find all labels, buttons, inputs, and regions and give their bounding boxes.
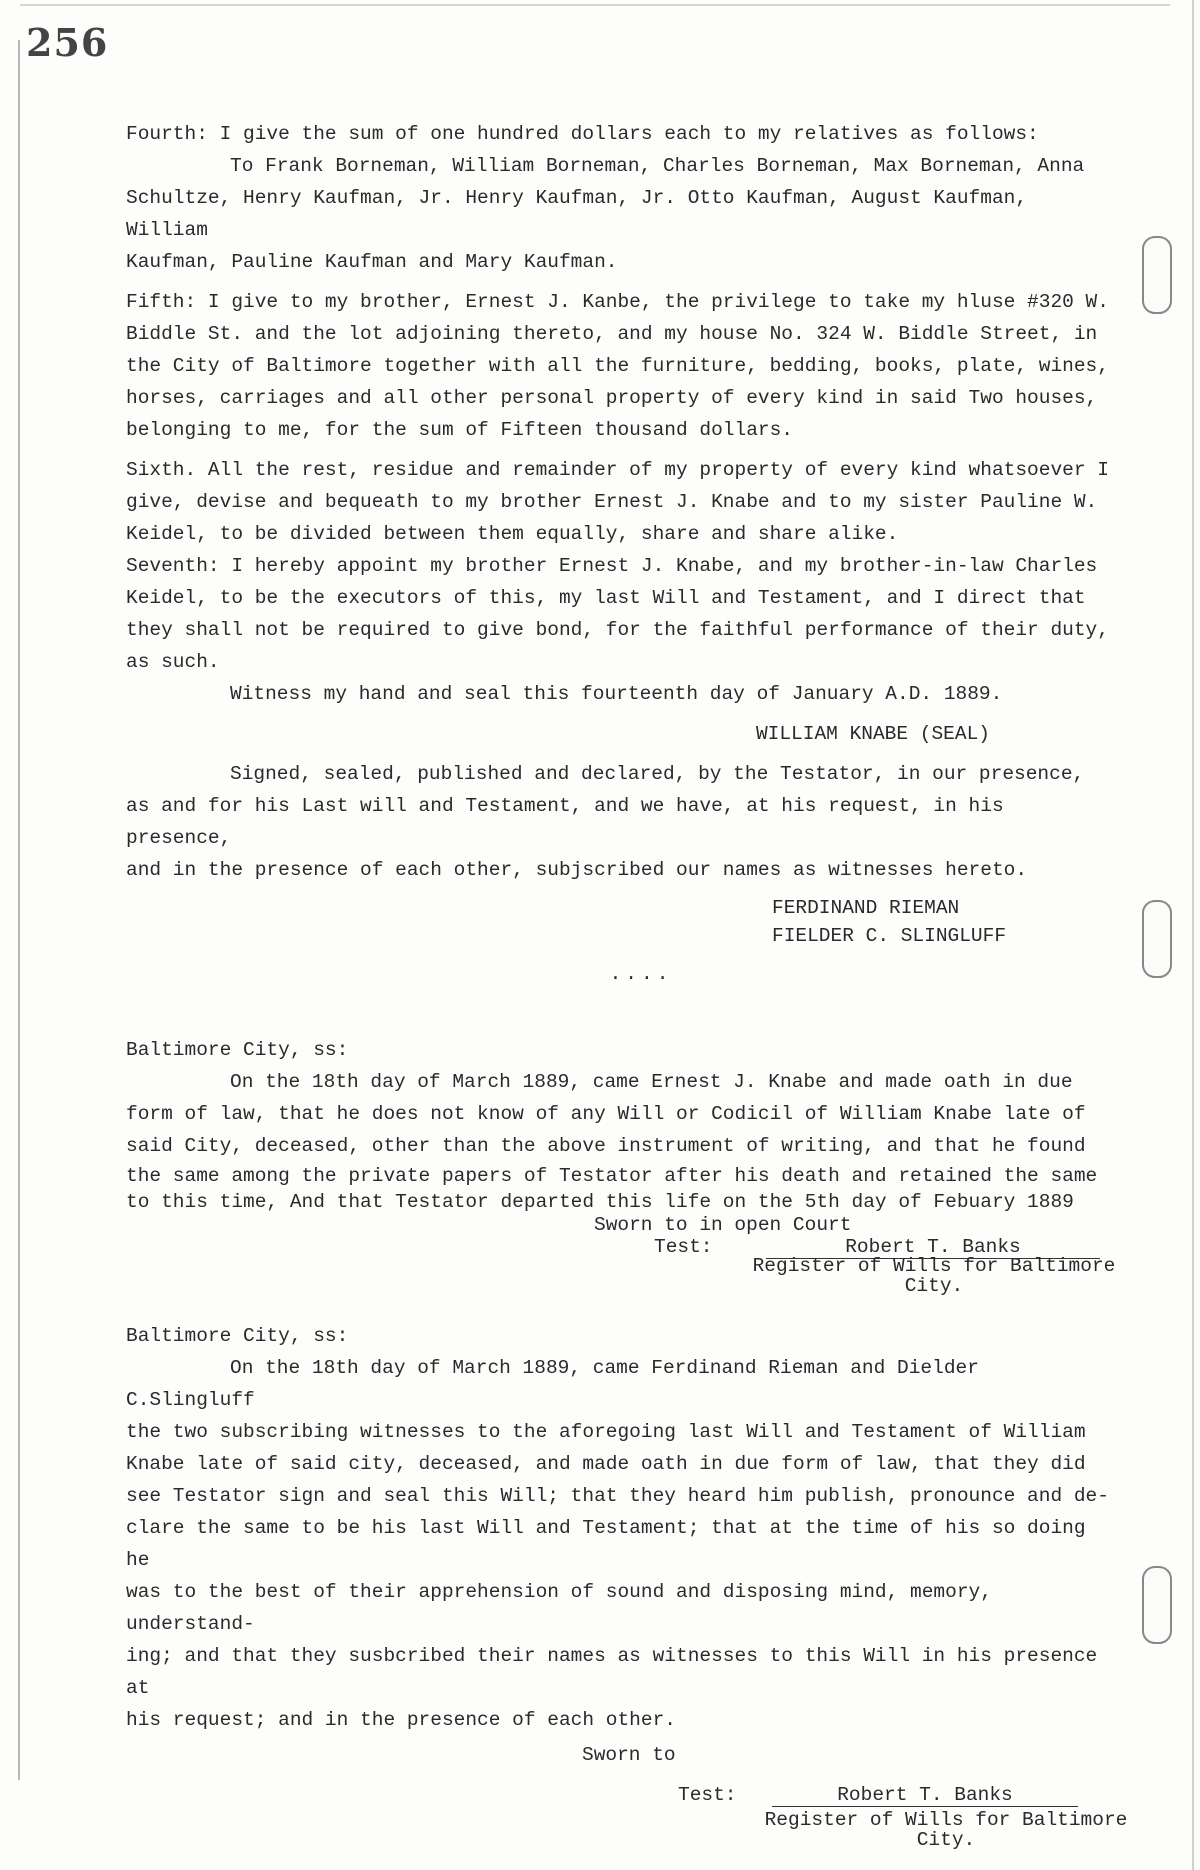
page-edge-top [20, 4, 1170, 6]
affidavit-line: to this time, And that Testator departed this life on the 5th day of Febuary 1889 [126, 1191, 1074, 1213]
clause-seventh-line: Keidel, to be the executors of this, my last Will and Testament, and I direct that [126, 587, 1086, 609]
affidavit-line: the same among the private papers of Testator after his death and retained the same [126, 1165, 1098, 1187]
affidavit-witnesses [126, 1320, 1128, 1854]
document-body [126, 118, 1128, 1854]
testator-signature: WILLIAM KNABE (SEAL) [755, 723, 990, 745]
affidavit-executor [126, 1034, 1116, 1298]
clause-fourth-line: To Frank Borneman, William Borneman, Charles Borneman, Max Borneman, Anna [230, 155, 1085, 177]
clause-fourth-line: Schultze, Henry Kaufman, Jr. Henry Kaufman, Jr. Otto Kaufman, August Kaufman, William [126, 187, 1028, 241]
register-title-line: Register of Wills for Baltimore [752, 1255, 1116, 1277]
binder-hole-icon [1142, 236, 1172, 314]
affidavit-line: Knabe late of said city, deceased, and made oath in due form of law, that they did [126, 1453, 1086, 1475]
witness-signatures [772, 894, 1116, 950]
clause-sixth-line: Keidel, to be divided between them equally, share and share alike. [126, 523, 899, 545]
test-label: Test: [654, 1236, 713, 1258]
clause-seventh-line: they shall not be required to give bond, for the faithful performance of their duty, [126, 619, 1109, 641]
register-title-line: City. [904, 1275, 964, 1297]
clause-seventh-line: Seventh: I hereby appoint my brother Ernest J. Knabe, and my brother-in-law Charles [126, 555, 1098, 577]
clause-fifth-line: belonging to me, for the sum of Fifteen thousand dollars. [126, 419, 794, 441]
register-signature: Robert T. Banks [766, 1236, 1100, 1259]
clause-fourth [126, 118, 1116, 278]
sworn-block [126, 1214, 1116, 1298]
affidavit-line: On the 18th day of March 1889, came Ernest J. Knabe and made oath in due [230, 1071, 1073, 1093]
witness-line: Witness my hand and seal this fourteenth day of January A.D. 1889. [230, 683, 1003, 705]
clause-sixth-line: give, devise and bequeath to my brother Ernest J. Knabe and to my sister Pauline W. [126, 491, 1098, 513]
register-title-line: City. [916, 1829, 976, 1851]
binder-hole-icon [1142, 1566, 1172, 1644]
clause-fifth-line: the City of Baltimore together with all the furniture, bedding, books, plate, wines, [126, 355, 1109, 377]
clause-fifth-line: horses, carriages and all other personal property of every kind in said Two houses, [126, 387, 1098, 409]
affidavit-line: his request; and in the presence of each other. [126, 1709, 676, 1731]
page-number: 256 [26, 20, 109, 65]
affidavit-line: the two subscribing witnesses to the aforegoing last Will and Testament of William [126, 1421, 1086, 1443]
page-edge-left [18, 40, 20, 1780]
sworn-text: Sworn to in open Court [594, 1214, 852, 1236]
section-separator: .... [609, 963, 673, 985]
clause-seventh-line: as such. [126, 651, 220, 673]
clause-fourth-line: Fourth: I give the sum of one hundred dollars each to my relatives as follows: [126, 123, 1039, 145]
attestation-line: as and for his Last will and Testament, and we have, at his request, in his presence, [126, 795, 1004, 849]
register-title [756, 1810, 1136, 1850]
attestation-clause [126, 758, 1116, 886]
affidavit-line: clare the same to be his last Will and Testament; that at the time of his so doing he [126, 1517, 1086, 1571]
register-title [744, 1256, 1124, 1296]
attestation-line: Signed, sealed, published and declared, by the Testator, in our presence, [230, 763, 1085, 785]
clause-fourth-line: Kaufman, Pauline Kaufman and Mary Kaufman. [126, 251, 618, 273]
affidavit-line: form of law, that he does not know of any Will or Codicil of William Knabe late of [126, 1103, 1086, 1125]
affidavit-line: see Testator sign and seal this Will; that they heard him publish, pronounce and de- [126, 1485, 1109, 1507]
sworn-text: Sworn to [582, 1744, 676, 1766]
affidavit-line: was to the best of their apprehension of sound and disposing mind, memory, understand- [126, 1581, 992, 1635]
binder-hole-icon [1142, 900, 1172, 978]
test-label: Test: [678, 1784, 737, 1806]
page-edge-right [1192, 0, 1194, 1870]
witness-name: FIELDER C. SLINGLUFF [772, 925, 1007, 947]
clause-sixth [126, 454, 1116, 550]
affidavit-line: On the 18th day of March 1889, came Ferdinand Rieman and Dielder C.Slingluff [126, 1357, 979, 1411]
affidavit-heading: Baltimore City, ss: [126, 1039, 349, 1061]
affidavit-line: ing; and that they susbcribed their names as witnesses to this Will in his presence at [126, 1645, 1098, 1699]
clause-seventh [126, 550, 1116, 678]
clause-sixth-line: Sixth. All the rest, residue and remainder of my property of every kind whatsoever I [126, 459, 1109, 481]
register-title-line: Register of Wills for Baltimore [764, 1809, 1128, 1831]
attestation-line: and in the presence of each other, subjscribed our names as witnesses hereto. [126, 859, 1028, 881]
clause-fifth [126, 286, 1116, 446]
affidavit-line: said City, deceased, other than the above instrument of writing, and that he found [126, 1135, 1086, 1157]
clause-fifth-line: Biddle St. and the lot adjoining thereto, and my house No. 324 W. Biddle Street, in [126, 323, 1098, 345]
affidavit-heading: Baltimore City, ss: [126, 1325, 349, 1347]
clause-fifth-line: Fifth: I give to my brother, Ernest J. Kanbe, the privilege to take my hluse #320 W. [126, 291, 1109, 313]
register-signature: Robert T. Banks [772, 1784, 1078, 1807]
sworn-block [126, 1744, 1128, 1854]
witness-name: FERDINAND RIEMAN [772, 897, 960, 919]
